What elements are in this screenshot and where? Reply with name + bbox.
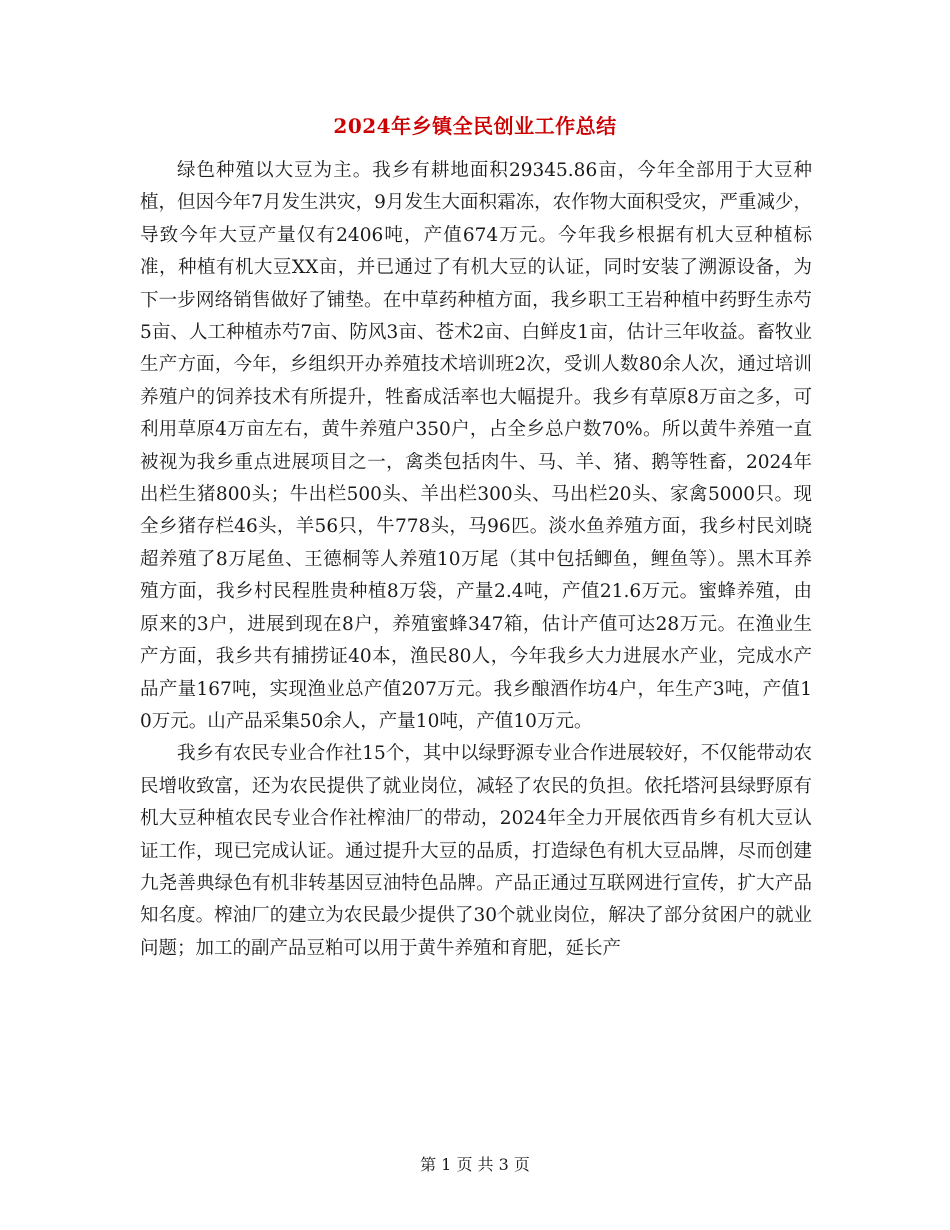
document-body	[140, 155, 812, 965]
body-paragraph: 我乡有农民专业合作社15个，其中以绿野源专业合作进展较好，不仅能带动农民增收致富，还为农民提供了就业岗位，减轻了农民的负担。依托塔河县绿野原有机大豆种植农民专业合作社榨油厂的带动，2024年全力开展依西肯乡有机大豆认证工作，现已完成认证。通过提升大豆的品质，打造绿色有机大豆品牌，尽而创建九尧善典绿色有机非转基因豆油特色品牌。产品正通过互联网进行宣传，扩大产品知名度。榨油厂的建立为农民最少提供了30个就业岗位，解决了部分贫困户的就业问题；加工的副产品豆粕可以用于黄牛养殖和育肥，延长产	[140, 743, 812, 959]
document-title: 2024年乡镇全民创业工作总结	[333, 114, 617, 138]
page-footer: 第 1 页 共 3 页	[420, 1155, 530, 1174]
body-paragraph: 绿色种殖以大豆为主。我乡有耕地面积29345.86亩，今年全部用于大豆种植，但因今年7月发生洪灾，9月发生大面积霜冻，农作物大面积受灾，严重减少，导致今年大豆产量仅有2406吨，产值674万元。今年我乡根据有机大豆种植标准，种植有机大豆XX亩，并已通过了有机大豆的认证，同时安装了溯源设备，为下一步网络销售做好了铺垫。在中草药种植方面，我乡职工王岩种植中药野生赤芍5亩、人工种植赤芍7亩、防风3亩、苍术2亩、白鲜皮1亩，估计三年收益。畜牧业生产方面，今年，乡组织开办养殖技术培训班2次，受训人数80余人次，通过培训养殖户的饲养技术有所提升，牲畜成活率也大幅提升。我乡有草原8万亩之多，可利用草原4万亩左右，黄牛养殖户350户，占全乡总户数70%。所以黄牛养殖一直被视为我乡重点进展项目之一，禽类包括肉牛、马、羊、猪、鹅等牲畜，2024年出栏生猪800头；牛出栏500头、羊出栏300头、马出栏20头、家禽5000只。现全乡猪存栏46头，羊56只，牛778头，马96匹。淡水鱼养殖方面，我乡村民刘晓超养殖了8万尾鱼、王德桐等人养殖10万尾（其中包括鲫鱼，鲤鱼等）。黑木耳养殖方面，我乡村民程胜贵种植8万袋，产量2.4吨，产值21.6万元。蜜蜂养殖，由原来的3户，进展到现在8户，养殖蜜蜂347箱，估计产值可达28万元。在渔业生产方面，我乡共有捕捞证40本，渔民80人，今年我乡大力进展水产业，完成水产品产量167吨，实现渔业总产值207万元。我乡酿酒作坊4户，年生产3吨，产值10万元。山产品采集50余人，产量10吨，产值10万元。	[140, 160, 812, 732]
